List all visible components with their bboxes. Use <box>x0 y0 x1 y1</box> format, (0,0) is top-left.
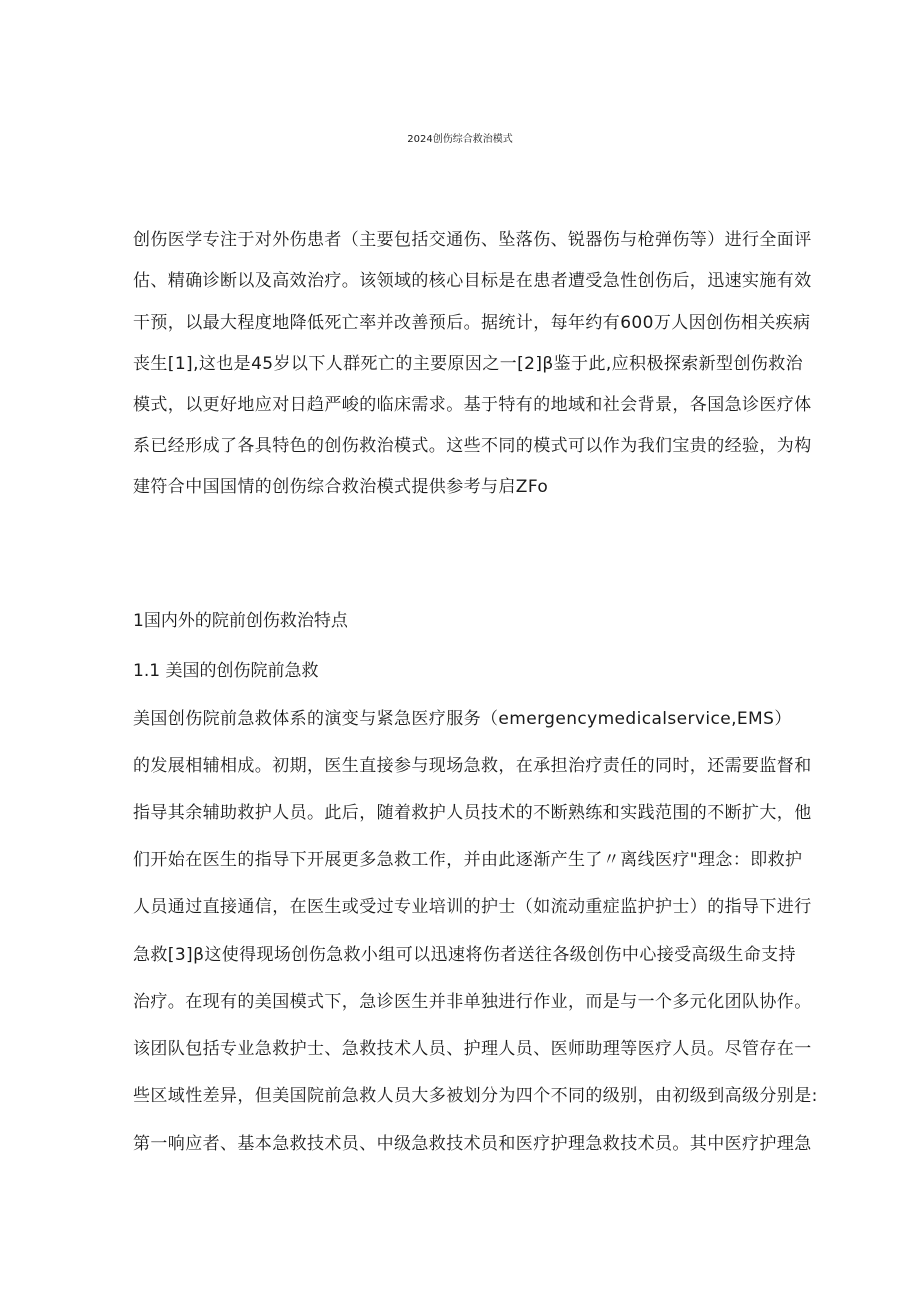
paragraph-line: 治疗。在现有的美国模式下，急诊医生并非单独进行作业，而是与一个多元化团队协作。 <box>133 992 812 1012</box>
paragraph-line: 们开始在医生的指导下开展更多急救工作，并由此逐渐产生了〃离线医疗"理念：即救护 <box>133 850 803 870</box>
subsection-heading: 1.1 美国的创伤院前急救 <box>133 661 319 681</box>
paragraph-line: 急救[3]β这使得现场创伤急救小组可以迅速将伤者送往各级创伤中心接受高级生命支持 <box>133 945 796 965</box>
paragraph-line: 美国创伤院前急救体系的演变与紧急医疗服务（emergencymedicalservice,EMS） <box>133 709 792 729</box>
paragraph-line: 人员通过直接通信，在医生或受过专业培训的护士（如流动重症监护护士）的指导下进行 <box>133 897 812 917</box>
paragraph-line: 建符合中国国情的创伤综合救治模式提供参考与启ZFo <box>133 477 549 497</box>
paragraph-line: 创伤医学专注于对外伤患者（主要包括交通伤、坠落伤、锐器伤与枪弹伤等）进行全面评 <box>133 230 812 250</box>
paragraph-line: 估、精确诊断以及高效治疗。该领域的核心目标是在患者遭受急性创伤后，迅速实施有效 <box>133 271 812 291</box>
paragraph-line: 些区域性差异，但美国院前急救人员大多被划分为四个不同的级别，由初级到高级分别是: <box>133 1086 818 1106</box>
section-heading: 1国内外的院前创伤救治特点 <box>133 611 348 631</box>
document-title: 2024创伤综合救治模式 <box>407 134 513 145</box>
paragraph-line: 该团队包括专业急救护士、急救技术人员、护理人员、医师助理等医疗人员。尽管存在一 <box>133 1039 812 1059</box>
paragraph-line: 模式，以更好地应对日趋严峻的临床需求。基于特有的地域和社会背景，各国急诊医疗体 <box>133 395 812 415</box>
paragraph-line: 第一响应者、基本急救技术员、中级急救技术员和医疗护理急救技术员。其中医疗护理急 <box>133 1134 812 1154</box>
paragraph-line: 的发展相辅相成。初期，医生直接参与现场急救，在承担治疗责任的同时，还需要监督和 <box>133 756 812 776</box>
paragraph-line: 指导其余辅助救护人员。此后，随着救护人员技术的不断熟练和实践范围的不断扩大，他 <box>133 803 812 823</box>
paragraph-line: 丧生[1],这也是45岁以下人群死亡的主要原因之一[2]β鉴于此,应积极探索新型创伤救治 <box>133 354 804 374</box>
paragraph-line: 干预，以最大程度地降低死亡率并改善预后。据统计，每年约有600万人因创伤相关疾病 <box>133 313 811 333</box>
paragraph-line: 系已经形成了各具特色的创伤救治模式。这些不同的模式可以作为我们宝贵的经验，为构 <box>133 436 812 456</box>
